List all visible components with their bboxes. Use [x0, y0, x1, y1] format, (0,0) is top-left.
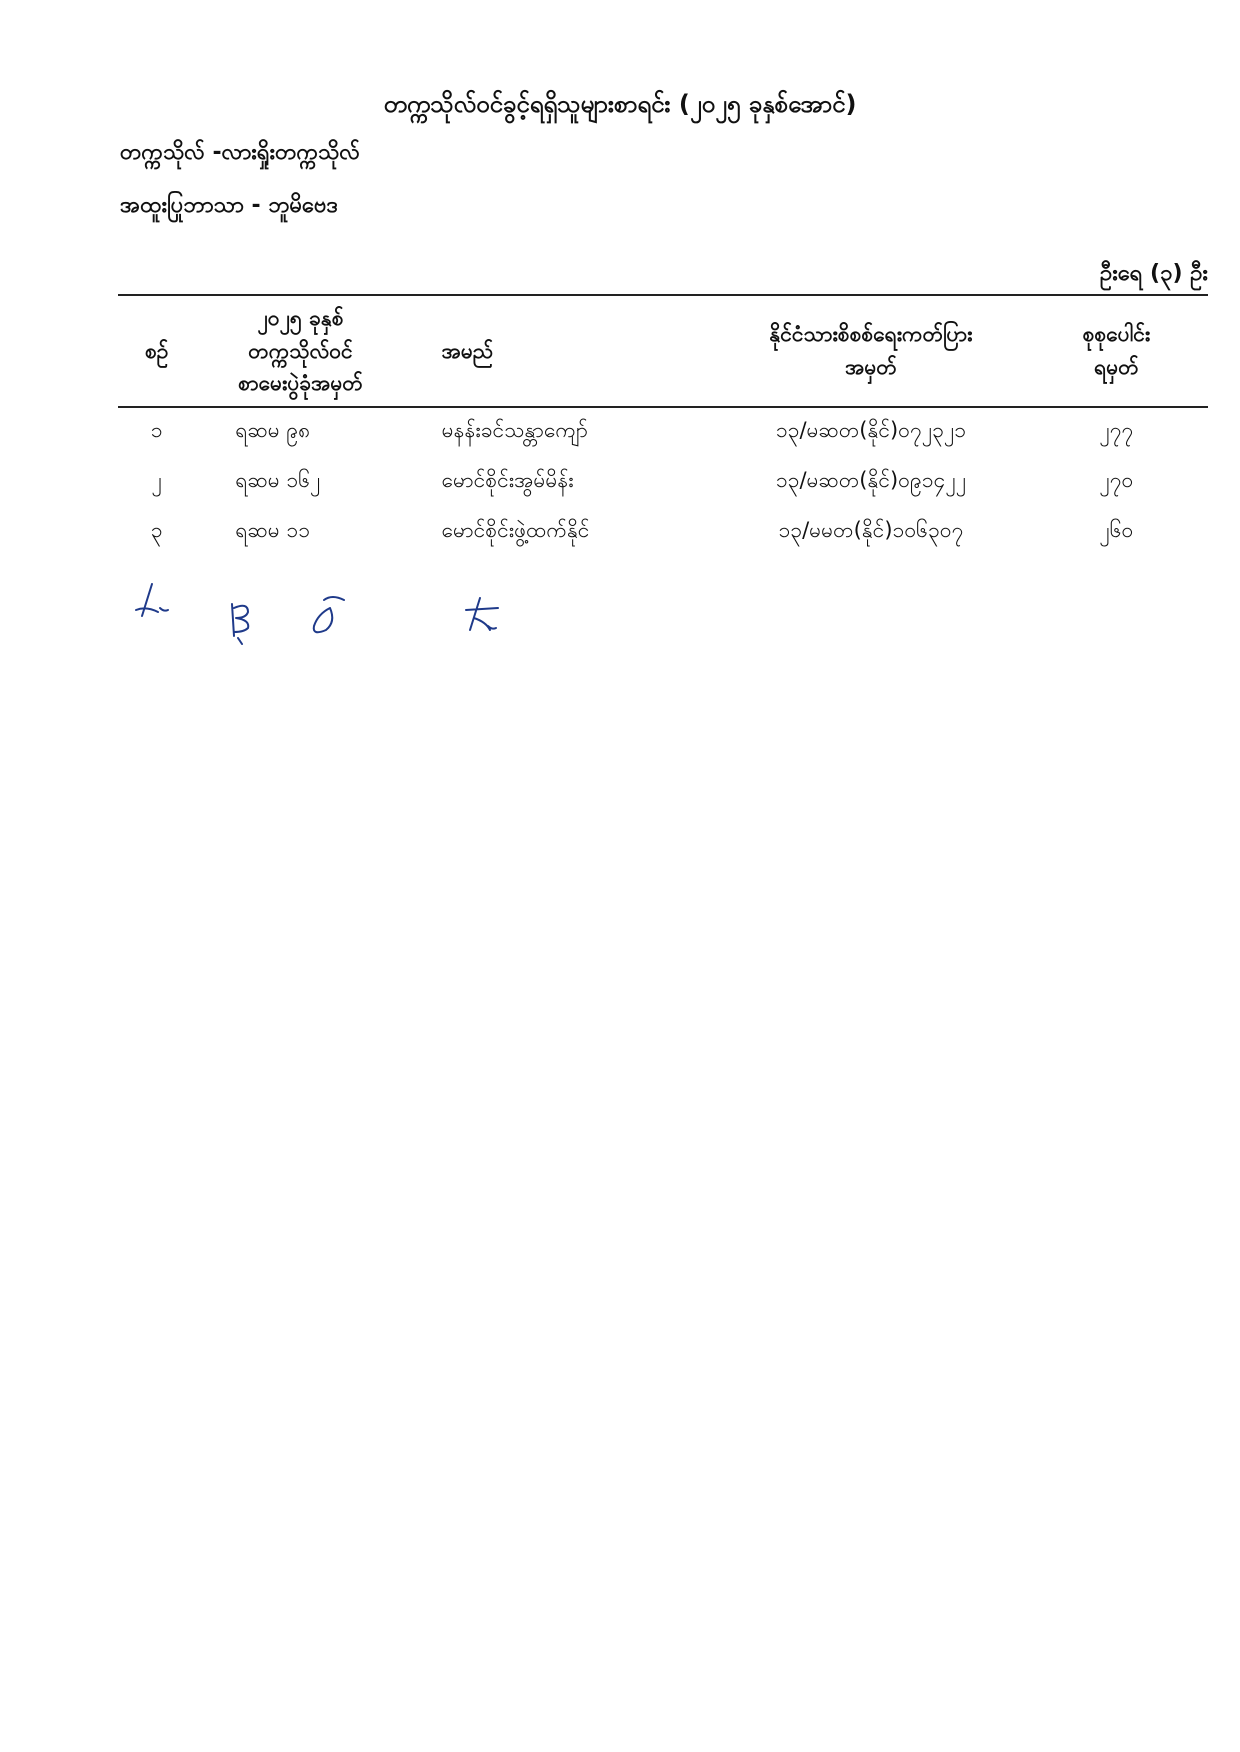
cell-serial: ၁: [150, 418, 163, 443]
header-exam-line1: ၂၀၂၅ ခုနှစ်: [257, 306, 344, 330]
header-total-line2: ရမှတ်: [1094, 354, 1139, 379]
header-nrc: [717, 295, 1025, 407]
signature-strokes: [136, 584, 498, 644]
header-nrc-line1: နိုင်ငံသားစိစစ်ရေးကတ်ပြား: [769, 322, 973, 347]
signature-4-icon: [466, 598, 498, 630]
cell-exam-seat: ရဆမ ၁၁: [235, 518, 311, 543]
header-exam-seat: [195, 295, 405, 407]
table-row: [118, 407, 1208, 458]
cell-exam-seat: ရဆမ ၁၆၂: [235, 468, 321, 493]
header-serial: စဉ်: [144, 338, 169, 363]
student-count: ဦးရေ (၃) ဦး: [1100, 261, 1208, 286]
cell-total: ၂၆၀: [1099, 518, 1134, 543]
cell-serial: ၃: [150, 518, 163, 543]
signatures-area: [130, 578, 550, 658]
handwritten-signatures-icon: [130, 578, 550, 658]
table-body: [118, 407, 1208, 558]
cell-nrc: ၁၃/မမတ(နိုင်)၁၀၆၃၀၇: [778, 518, 964, 543]
cell-nrc: ၁၃/မဆတ(နိုင်)၀၉၁၄၂၂: [775, 468, 967, 493]
cell-total: ၂၇၀: [1099, 468, 1134, 493]
header-name: အမည်: [441, 338, 494, 363]
specialization-line: အထူးပြုဘာသာ - ဘူမိဗေဒ: [120, 193, 339, 218]
header-exam-line3: စာမေးပွဲခုံအမှတ်: [238, 371, 363, 396]
header-exam-line2: တက္ကသိုလ်ဝင်: [248, 338, 353, 363]
cell-name: မနန်းခင်သန္တာကျော်: [441, 418, 588, 443]
table-row: [118, 508, 1208, 558]
cell-total: ၂၇၇: [1099, 418, 1134, 443]
university-line: တက္ကသိုလ် -လားရှိုးတက္ကသိုလ်: [120, 140, 360, 165]
signature-3-icon: [314, 597, 344, 632]
admission-table: [118, 294, 1208, 558]
cell-serial: ၂: [151, 468, 162, 493]
header-total: [1025, 295, 1208, 407]
cell-name: မောင်စိုင်းဖွဲ့ထက်နိုင်: [441, 518, 590, 543]
signature-1-icon: [136, 584, 168, 616]
document-title: တက္ကသိုလ်ဝင်ခွင့်ရရှိသူများစာရင်း (၂၀၂၅ ခုနှစ်အောင်): [383, 90, 857, 118]
cell-name: မောင်စိုင်းအွမ်မိန်း: [441, 468, 574, 493]
table-header: [118, 295, 1208, 407]
header-nrc-line2: အမှတ်: [845, 354, 897, 379]
table-row: [118, 458, 1208, 508]
header-total-line1: စုစုပေါင်း: [1082, 322, 1151, 347]
cell-exam-seat: ရဆမ ၉၈: [235, 418, 311, 443]
cell-nrc: ၁၃/မဆတ(နိုင်)၀၇၂၃၂၁: [775, 418, 967, 443]
header-row: [118, 295, 1208, 407]
signature-2-icon: [232, 604, 248, 644]
